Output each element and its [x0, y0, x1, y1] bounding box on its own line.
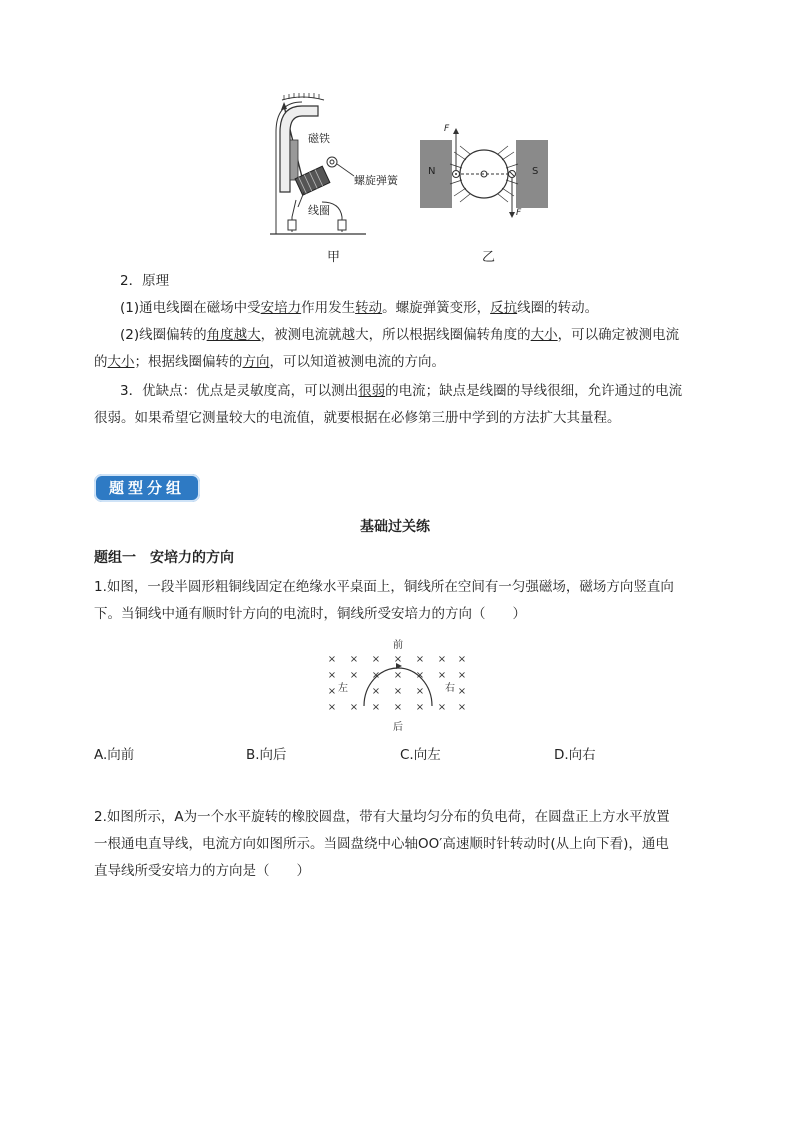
question-1-figure	[322, 636, 472, 732]
svg-text:×: ×	[457, 654, 467, 665]
yi-s-label: S	[532, 166, 539, 177]
svg-text:×: ×	[393, 670, 403, 681]
figure-yi	[416, 122, 552, 222]
svg-text:×: ×	[349, 654, 359, 665]
principle-paragraph-2	[94, 322, 706, 376]
underlined-term: 角度越大	[206, 327, 261, 343]
section-banner-label: 题型分组	[108, 479, 185, 497]
question-2-line-2: 一根通电直导线，电流方向如图所示。当圆盘绕中心轴OO′高速顺时针转动时(从上向下看)，通电	[94, 836, 669, 852]
yi-n-label: N	[428, 166, 436, 177]
svg-text:×: ×	[415, 670, 425, 681]
figure-caption-jia: 甲	[327, 250, 341, 265]
principle-paragraph-1	[120, 295, 598, 322]
svg-text:×: ×	[327, 686, 337, 697]
text: ，被测电流就越大，所以根据线圈偏转角度的	[260, 327, 531, 343]
text: (1)通电线圈在磁场中受	[120, 300, 261, 316]
question-1-line-2: 下。当铜线中通有顺时针方向的电流时，铜线所受安培力的方向（ ）	[94, 606, 526, 622]
section-title: 基础过关练	[360, 519, 430, 535]
question-1-line-1: 1.如图，一段半圆形粗铜线固定在绝缘水平桌面上，铜线所在空间有一匀强磁场，磁场方向竖直向	[94, 579, 674, 595]
option-c[interactable]: C.向左	[400, 747, 441, 763]
text: ；根据线圈偏转的	[134, 354, 243, 370]
question-1	[94, 574, 674, 628]
group-title: 题组一 安培力的方向	[94, 550, 234, 566]
text: 线圈的转动。	[517, 300, 599, 316]
svg-text:×: ×	[349, 702, 359, 713]
svg-text:×: ×	[457, 670, 467, 681]
svg-text:×: ×	[415, 686, 425, 697]
label-front: 前	[393, 640, 403, 651]
text: ，可以确定被测电流	[557, 327, 680, 343]
svg-text:×: ×	[437, 654, 447, 665]
label-left: 左	[338, 683, 348, 694]
svg-text:×: ×	[327, 654, 337, 665]
principle-heading: 2．原理	[120, 273, 170, 289]
jia-coil-label: 线圈	[308, 204, 330, 217]
text: (2)线圈偏转的	[120, 327, 207, 343]
underlined-term: 大小	[530, 327, 558, 343]
underlined-term: 转动	[355, 300, 383, 316]
underlined-term: 很弱	[358, 383, 386, 399]
svg-text:×: ×	[327, 670, 337, 681]
svg-text:×: ×	[371, 670, 381, 681]
underlined-term: 反抗	[490, 300, 518, 316]
figure-caption-yi: 乙	[482, 250, 496, 265]
question-2	[94, 804, 670, 885]
text: 的电流；缺点是线圈的导线很细，允许通过的电流	[385, 383, 683, 399]
svg-text:×: ×	[457, 686, 467, 697]
svg-text:×: ×	[393, 686, 403, 697]
svg-text:×: ×	[437, 702, 447, 713]
yi-f-bottom-label: F	[516, 208, 522, 218]
figure-jia	[262, 92, 398, 242]
text: 3．优缺点：优点是灵敏度高，可以测出	[120, 383, 359, 399]
svg-text:×: ×	[437, 670, 447, 681]
galvanometer-diagram	[262, 92, 372, 242]
svg-text:×: ×	[371, 702, 381, 713]
jia-spring-label: 螺旋弹簧	[354, 174, 398, 187]
svg-text:×: ×	[415, 654, 425, 665]
text: 。螺旋弹簧变形，	[382, 300, 491, 316]
yi-f-top-label: F	[444, 124, 450, 134]
svg-text:×: ×	[371, 654, 381, 665]
label-back: 后	[393, 722, 403, 733]
section-banner	[94, 474, 200, 502]
underlined-term: 方向	[242, 354, 270, 370]
option-d[interactable]: D.向右	[554, 747, 596, 763]
option-b[interactable]: B.向后	[246, 747, 287, 763]
question-2-line-3: 直导线所受安培力的方向是（ ）	[94, 863, 310, 879]
svg-text:×: ×	[415, 702, 425, 713]
option-a[interactable]: A.向前	[94, 747, 135, 763]
principle-paragraph-3	[94, 378, 706, 432]
text: 的	[94, 354, 108, 370]
svg-text:×: ×	[349, 670, 359, 681]
svg-text:×: ×	[393, 654, 403, 665]
jia-magnet-label: 磁铁	[308, 132, 330, 145]
question-2-line-1: 2.如图所示，A为一个水平旋转的橡胶圆盘，带有大量均匀分布的负电荷，在圆盘正上方水平放置	[94, 809, 670, 825]
text: 很弱。如果希望它测量较大的电流值，就要根据在必修第三册中学到的方法扩大其量程。	[94, 410, 621, 426]
svg-text:×: ×	[457, 702, 467, 713]
underlined-term: 大小	[107, 354, 135, 370]
label-right: 右	[445, 683, 455, 694]
underlined-term: 安培力	[260, 300, 302, 316]
text: ，可以知道被测电流的方向。	[269, 354, 445, 370]
svg-text:×: ×	[371, 686, 381, 697]
text: 作用发生	[301, 300, 356, 316]
svg-text:×: ×	[327, 702, 337, 713]
svg-text:×: ×	[393, 702, 403, 713]
